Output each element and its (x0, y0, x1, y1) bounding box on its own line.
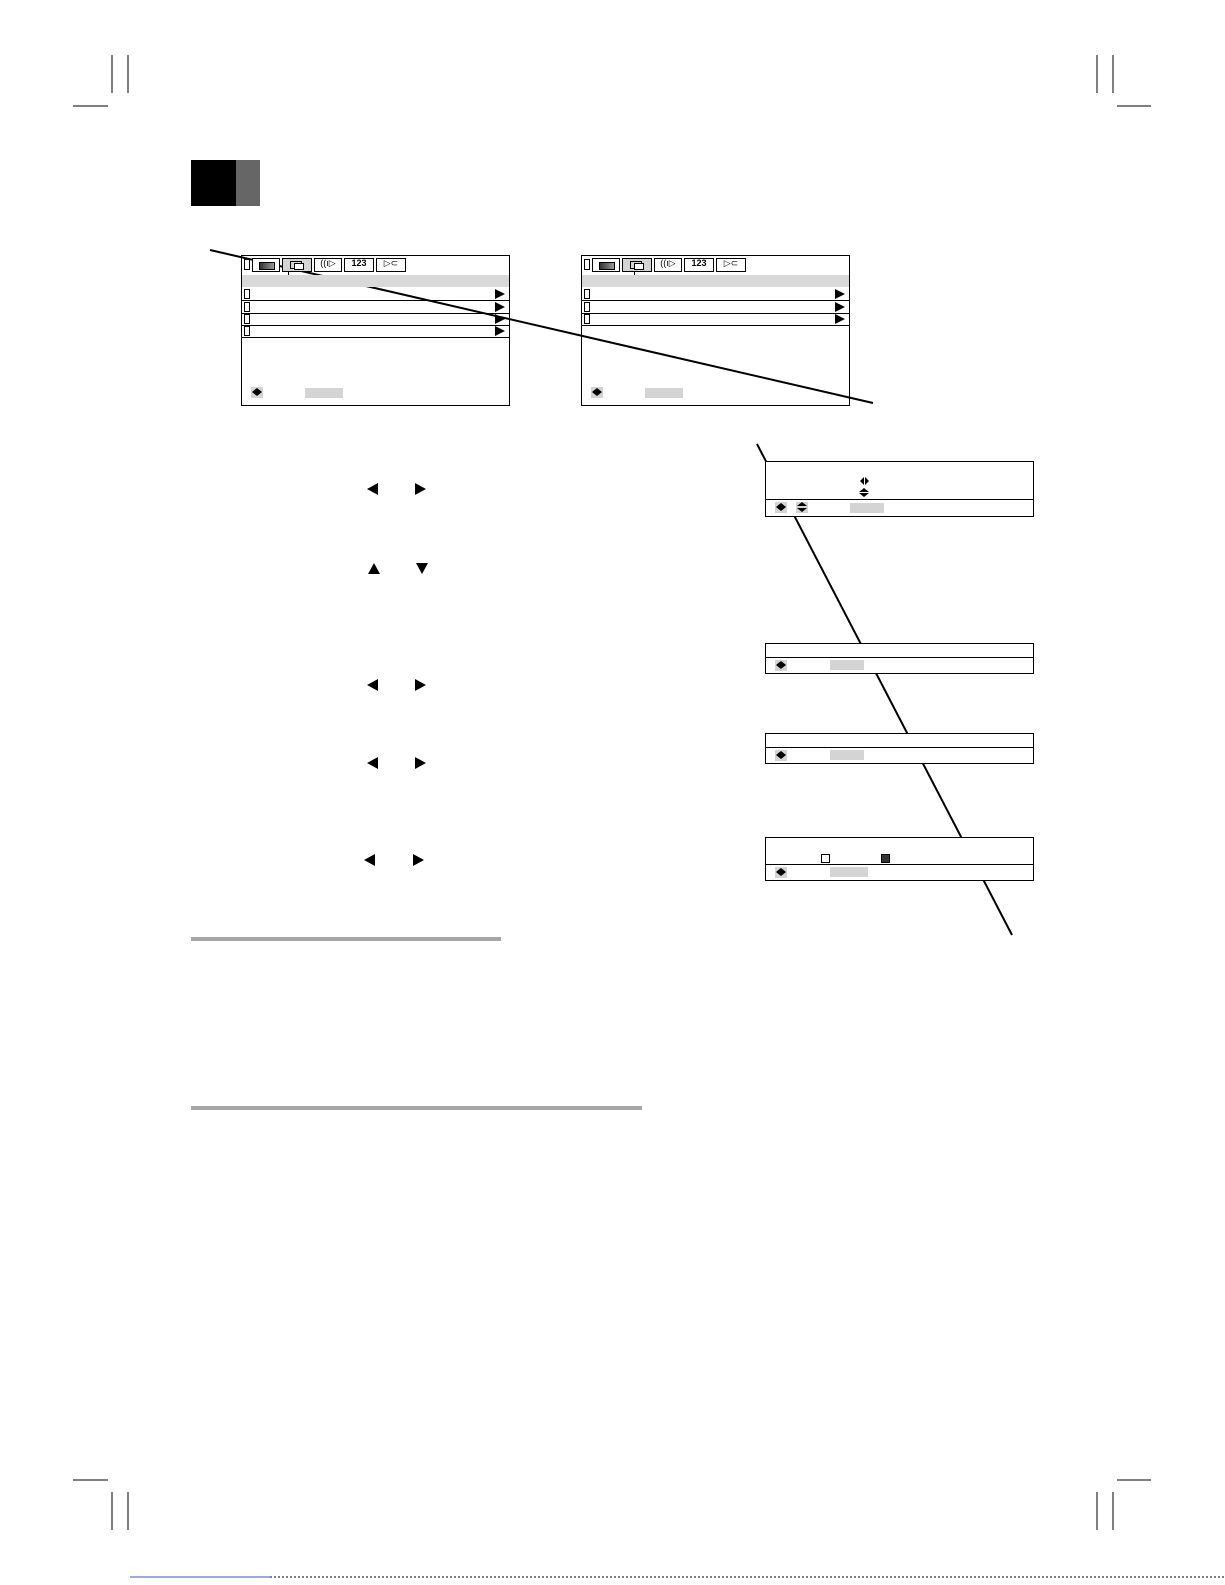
right-key-icon (413, 854, 424, 866)
menu-row[interactable] (242, 325, 509, 338)
menu-screen-1 (241, 255, 510, 406)
submenu-arrow-icon (835, 314, 845, 324)
right-key-icon (415, 679, 426, 691)
position-adjust-panel (765, 461, 1034, 517)
filled-square-icon[interactable] (881, 854, 890, 863)
submenu-arrow-icon (835, 302, 845, 312)
footer-button[interactable] (305, 388, 343, 398)
panel-divider (766, 499, 1033, 500)
submenu-arrow-icon (495, 302, 505, 312)
panel-divider (766, 657, 1033, 658)
right-key-icon (415, 483, 426, 495)
submenu-arrow-icon (835, 289, 845, 299)
option-select-panel (765, 837, 1034, 881)
left-key-icon (367, 483, 378, 495)
section-separator-2 (191, 1106, 642, 1110)
footer-button[interactable] (645, 388, 683, 398)
menu-title-bar (242, 275, 509, 287)
up-down-small-icon (859, 488, 869, 498)
sound-icon[interactable]: ((ı▷ (654, 258, 682, 272)
picture-icon[interactable] (252, 258, 280, 272)
up-key-icon (368, 563, 380, 574)
image-position-icon[interactable] (622, 258, 652, 272)
menu-corner-box (584, 259, 590, 270)
empty-square-icon[interactable] (821, 854, 830, 863)
left-right-arrows-icon (591, 387, 603, 398)
left-right-arrows-icon (775, 660, 787, 671)
up-down-arrows-icon (796, 502, 808, 513)
left-key-icon (367, 757, 378, 769)
left-key-icon (364, 854, 375, 866)
picture-icon[interactable] (592, 258, 620, 272)
submenu-arrow-icon (495, 326, 505, 336)
left-right-arrows-icon (775, 502, 787, 513)
section-separator-1 (191, 937, 501, 941)
down-key-icon (416, 563, 428, 574)
numbers-icon[interactable]: 123 (344, 258, 374, 272)
left-key-icon (367, 679, 378, 691)
footer-button[interactable] (850, 503, 884, 513)
submenu-arrow-icon (495, 289, 505, 299)
adjust-panel-2 (765, 733, 1034, 764)
left-right-arrows-icon (775, 867, 787, 878)
input-icon[interactable]: ▷⊂ (376, 258, 406, 272)
footer-button[interactable] (830, 867, 868, 877)
section-marker-dark (191, 160, 236, 206)
section-marker-gray (236, 160, 260, 206)
left-right-arrows-icon (775, 750, 787, 761)
footer-button[interactable] (830, 660, 864, 670)
menu-row[interactable] (582, 313, 849, 326)
submenu-arrow-icon (495, 314, 505, 324)
left-right-small-icon (860, 477, 870, 487)
footer-button[interactable] (830, 750, 864, 760)
left-right-arrows-icon (251, 387, 263, 398)
numbers-icon[interactable]: 123 (684, 258, 714, 272)
menu-corner-box (244, 259, 250, 270)
menu-row[interactable] (582, 288, 849, 301)
menu-row[interactable] (242, 288, 509, 301)
panel-divider (766, 864, 1033, 865)
menu-screen-2 (581, 255, 850, 406)
image-position-icon[interactable] (282, 258, 312, 272)
panel-divider (766, 747, 1033, 748)
sound-icon[interactable]: ((ı▷ (314, 258, 342, 272)
input-icon[interactable]: ▷⊂ (716, 258, 746, 272)
menu-title-bar (582, 275, 849, 287)
adjust-panel-1 (765, 643, 1034, 674)
right-key-icon (415, 757, 426, 769)
